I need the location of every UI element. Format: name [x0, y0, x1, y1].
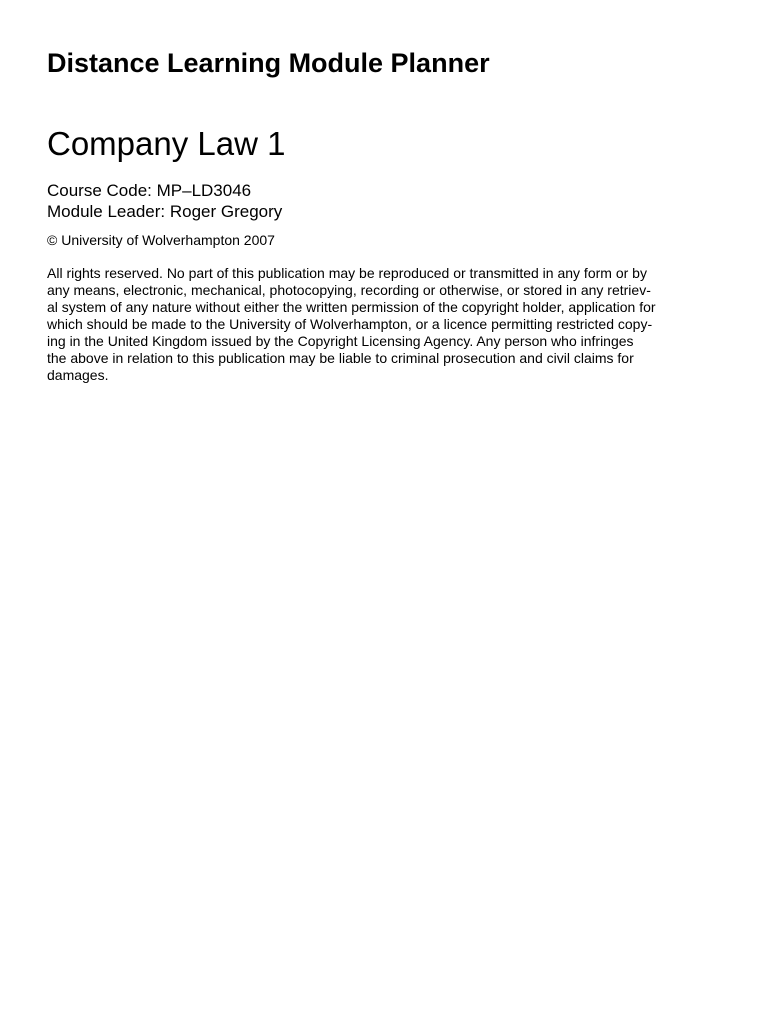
document-heading: Distance Learning Module Planner	[47, 48, 490, 78]
rights-line: the above in relation to this publication may be liable to criminal prosecution and civil claims for	[47, 350, 634, 366]
rights-statement	[47, 265, 737, 384]
module-leader: Module Leader: Roger Gregory	[47, 202, 283, 221]
rights-line: al system of any nature without either the written permission of the copyright holder, application for	[47, 299, 656, 315]
rights-line: any means, electronic, mechanical, photocopying, recording or otherwise, or stored in any retriev-	[47, 282, 651, 298]
rights-line: which should be made to the University of Wolverhampton, or a licence permitting restricted copy-	[47, 316, 653, 332]
course-code: Course Code: MP–LD3046	[47, 181, 252, 200]
copyright-notice: © University of Wolverhampton 2007	[47, 232, 275, 248]
rights-line: All rights reserved. No part of this publication may be reproduced or transmitted in any form or by	[47, 265, 647, 281]
rights-line: damages.	[47, 367, 109, 383]
rights-line: ing in the United Kingdom issued by the Copyright Licensing Agency. Any person who infringes	[47, 333, 634, 349]
module-title: Company Law 1	[47, 125, 286, 162]
